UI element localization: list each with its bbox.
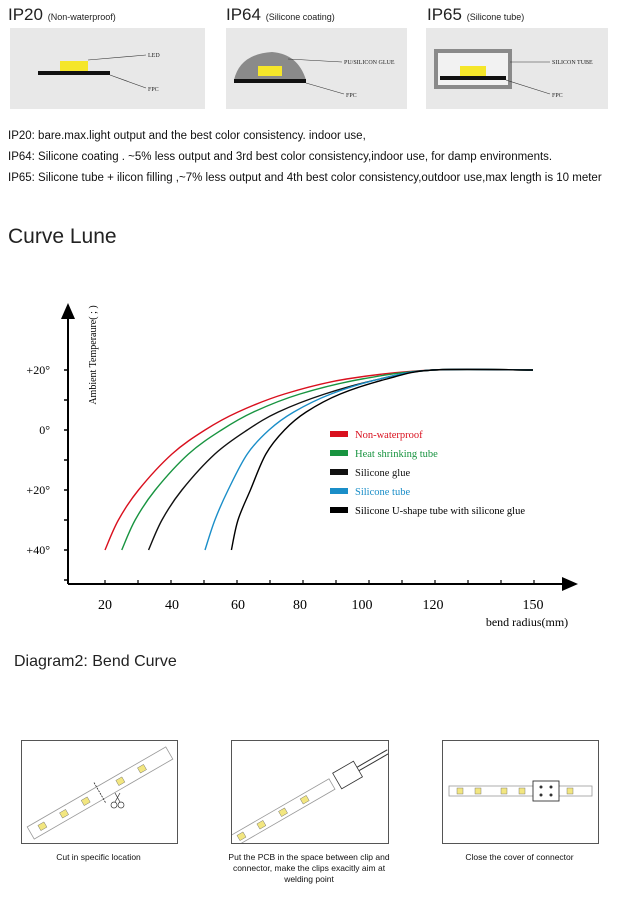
legend-swatch bbox=[330, 488, 348, 494]
legend-label: Heat shrinking tube bbox=[355, 449, 438, 460]
connector-closed-illustration bbox=[443, 741, 598, 843]
step-cut-caption: Cut in specific location bbox=[56, 852, 141, 862]
step-connector-caption: Put the PCB in the space between clip and connector, make the clips exacitly aim at welding point bbox=[228, 852, 390, 884]
x-tick-label: 40 bbox=[165, 598, 179, 613]
x-axis-arrow-icon bbox=[562, 577, 578, 591]
legend-label: Silicone glue bbox=[355, 468, 411, 479]
glue-label: PU/SILICON GLUE bbox=[344, 60, 395, 66]
series-line-3 bbox=[149, 369, 533, 550]
led-chip-icon bbox=[60, 61, 88, 71]
x-tick-label: 80 bbox=[293, 598, 307, 613]
series-line-2 bbox=[122, 369, 533, 550]
ip20-description: IP20: bare.max.light output and the best color consistency. indoor use, bbox=[8, 130, 366, 142]
fpc-label: FPC bbox=[552, 93, 563, 99]
legend-label: Silicone U-shape tube with silicone glue bbox=[355, 506, 526, 517]
led-chip-icon bbox=[457, 788, 463, 794]
connector-icon bbox=[333, 761, 363, 789]
x-tick-label: 120 bbox=[422, 598, 444, 613]
bend-curve-chart bbox=[0, 295, 622, 640]
step-close-caption: Close the cover of connector bbox=[465, 852, 574, 862]
y-tick-label: 0° bbox=[39, 423, 50, 437]
connector-insert-illustration bbox=[232, 741, 388, 843]
led-chip-icon bbox=[460, 66, 486, 76]
fpc-label: FPC bbox=[346, 93, 357, 99]
led-label: LED bbox=[148, 53, 160, 59]
step-cut-frame bbox=[21, 740, 178, 844]
legend-swatch bbox=[330, 507, 348, 513]
tube-label: SILICON TUBE bbox=[552, 60, 593, 66]
ip65-title: IP65 (Silicone tube) bbox=[427, 5, 525, 24]
ip64-illustration bbox=[226, 28, 407, 109]
fpc-label: FPC bbox=[148, 87, 159, 93]
x-tick-label: 150 bbox=[522, 598, 544, 613]
x-tick-label: 60 bbox=[231, 598, 245, 613]
step-connector-frame bbox=[231, 740, 389, 844]
x-tick-label: 20 bbox=[98, 598, 112, 613]
fpc-strip bbox=[440, 76, 506, 80]
ip65-illustration bbox=[426, 28, 608, 109]
ip64-title: IP64 (Silicone coating) bbox=[226, 5, 335, 24]
fpc-strip bbox=[38, 71, 110, 75]
y-axis-label: Ambient Temperaure( ; ) bbox=[88, 305, 99, 405]
legend-label: Silicone tube bbox=[355, 487, 411, 498]
led-chip-icon bbox=[258, 66, 282, 76]
ip64-diagram bbox=[226, 28, 407, 109]
legend-swatch bbox=[330, 469, 348, 475]
ip65-description: IP65: Silicone tube + ilicon filling ,~7% less output and 4th best color consistency,outdoor use,max length is 10 meter bbox=[8, 172, 602, 184]
fpc-strip bbox=[234, 79, 306, 83]
strip-cut-illustration bbox=[22, 741, 177, 843]
y-tick-label: +40° bbox=[26, 543, 50, 557]
y-axis-arrow-icon bbox=[61, 303, 75, 319]
ip64-description: IP64: Silicone coating . ~5% less output and 3rd best color consistency,indoor use, for damp environments. bbox=[8, 151, 553, 163]
x-axis-label: bend radius(mm) bbox=[485, 615, 569, 629]
legend-swatch bbox=[330, 450, 348, 456]
curve-section-title: Curve Lune bbox=[8, 225, 117, 248]
ip20-title: IP20 (Non-waterproof) bbox=[8, 5, 116, 24]
connector-icon bbox=[533, 781, 559, 801]
diagram2-title: Diagram2: Bend Curve bbox=[14, 653, 177, 670]
y-tick-label: +20° bbox=[26, 483, 50, 497]
ip20-illustration bbox=[10, 28, 205, 109]
scissors-icon bbox=[111, 793, 124, 808]
ip20-diagram bbox=[10, 28, 205, 109]
step-close-frame bbox=[442, 740, 599, 844]
legend-label: Non-waterproof bbox=[355, 430, 423, 441]
led-chip-icon bbox=[519, 788, 525, 794]
legend-swatch bbox=[330, 431, 348, 437]
led-chip-icon bbox=[501, 788, 507, 794]
y-tick-label: +20° bbox=[26, 363, 50, 377]
ip65-diagram bbox=[426, 28, 608, 109]
led-chip-icon bbox=[567, 788, 573, 794]
led-chip-icon bbox=[475, 788, 481, 794]
x-tick-label: 100 bbox=[351, 598, 373, 613]
